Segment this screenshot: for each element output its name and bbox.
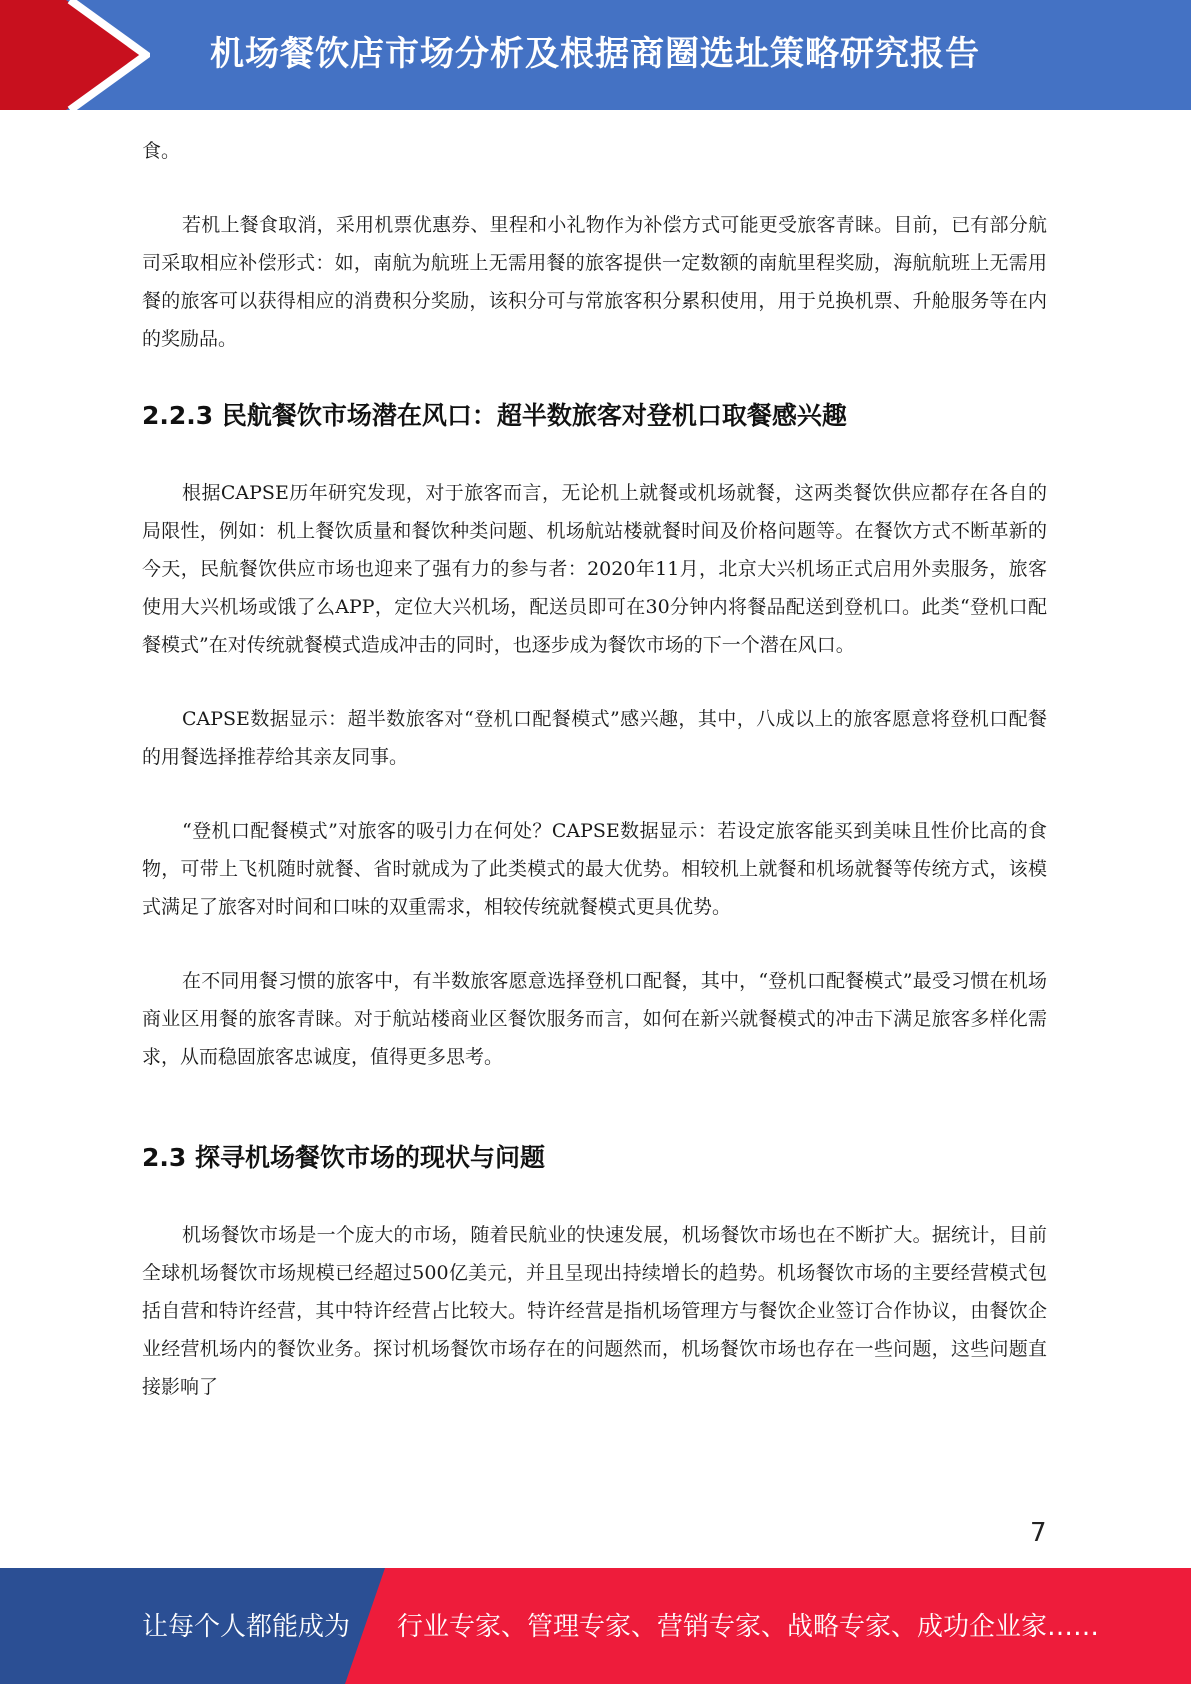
section-heading-2-3: 2.3 探寻机场餐饮市场的现状与问题 xyxy=(142,1143,545,1172)
paragraph-capse-data: CAPSE数据显示：超半数旅客对“登机口配餐模式”感兴趣，其中，八成以上的旅客愿意将登机口配餐的用餐选择推荐给其亲友同事。 xyxy=(142,708,1047,768)
footer-slogan-left: 让每个人都能成为 xyxy=(142,1612,351,1642)
paragraph-compensation: 若机上餐食取消，采用机票优惠券、里程和小礼物作为补偿方式可能更受旅客青睐。目前，已有部分航司采取相应补偿形式：如，南航为航班上无需用餐的旅客提供一定数额的南航里程奖励，海航航班上无需用餐的旅客可以获得相应的消费积分奖励，该积分可与常旅客积分累积使用，用于兑换机票、升舱服务等在内的奖励品。 xyxy=(142,214,1047,350)
page-header xyxy=(0,0,1191,110)
paragraph-capse-research: 根据CAPSE历年研究发现，对于旅客而言，无论机上就餐或机场就餐，这两类餐饮供应都存在各自的局限性，例如：机上餐饮质量和餐饮种类问题、机场航站楼就餐时间及价格问题等。在餐饮方式不断革新的今天，民航餐饮供应市场也迎来了强有力的参与者：2020年11月，北京大兴机场正式启用外卖服务，旅客使用大兴机场或饿了么APP，定位大兴机场，配送员即可在30分钟内将餐品配送到登机口。此类“登机口配餐模式”在对传统就餐模式造成冲击的同时，也逐步成为餐饮市场的下一个潜在风口。 xyxy=(142,482,1047,656)
paragraph-dining-habits: 在不同用餐习惯的旅客中，有半数旅客愿意选择登机口配餐，其中，“登机口配餐模式”最受习惯在机场商业区用餐的旅客青睐。对于航站楼商业区餐饮服务而言，如何在新兴就餐模式的冲击下满足旅客多样化需求，从而稳固旅客忠诚度，值得更多思考。 xyxy=(142,970,1047,1068)
report-title: 机场餐饮店市场分析及根据商圈选址策略研究报告 xyxy=(210,34,980,74)
paragraph-continuation: 食。 xyxy=(142,140,181,162)
header-red-arrow-decoration xyxy=(0,0,150,110)
paragraph-gate-catering-appeal: “登机口配餐模式”对旅客的吸引力在何处？CAPSE数据显示：若设定旅客能买到美味且性价比高的食物，可带上飞机随时就餐、省时就成为了此类模式的最大优势。相较机上就餐和机场就餐等传统方式，该模式满足了旅客对时间和口味的双重需求，相较传统就餐模式更具优势。 xyxy=(142,820,1047,918)
paragraph-market-status: 机场餐饮市场是一个庞大的市场，随着民航业的快速发展，机场餐饮市场也在不断扩大。据统计，目前全球机场餐饮市场规模已经超过500亿美元，并且呈现出持续增长的趋势。机场餐饮市场的主要经营模式包括自营和特许经营，其中特许经营占比较大。特许经营是指机场管理方与餐饮企业签订合作协议，由餐饮企业经营机场内的餐饮业务。探讨机场餐饮市场存在的问题然而，机场餐饮市场也存在一些问题，这些问题直接影响了 xyxy=(142,1224,1047,1398)
footer-slogan-right: 行业专家、管理专家、营销专家、战略专家、成功企业家…… xyxy=(397,1612,1100,1642)
page-number: 7 xyxy=(1030,1518,1047,1548)
page-body xyxy=(142,132,1047,1406)
page-footer xyxy=(0,1568,1191,1684)
section-heading-2-2-3: 2.2.3 民航餐饮市场潜在风口：超半数旅客对登机口取餐感兴趣 xyxy=(142,401,847,430)
